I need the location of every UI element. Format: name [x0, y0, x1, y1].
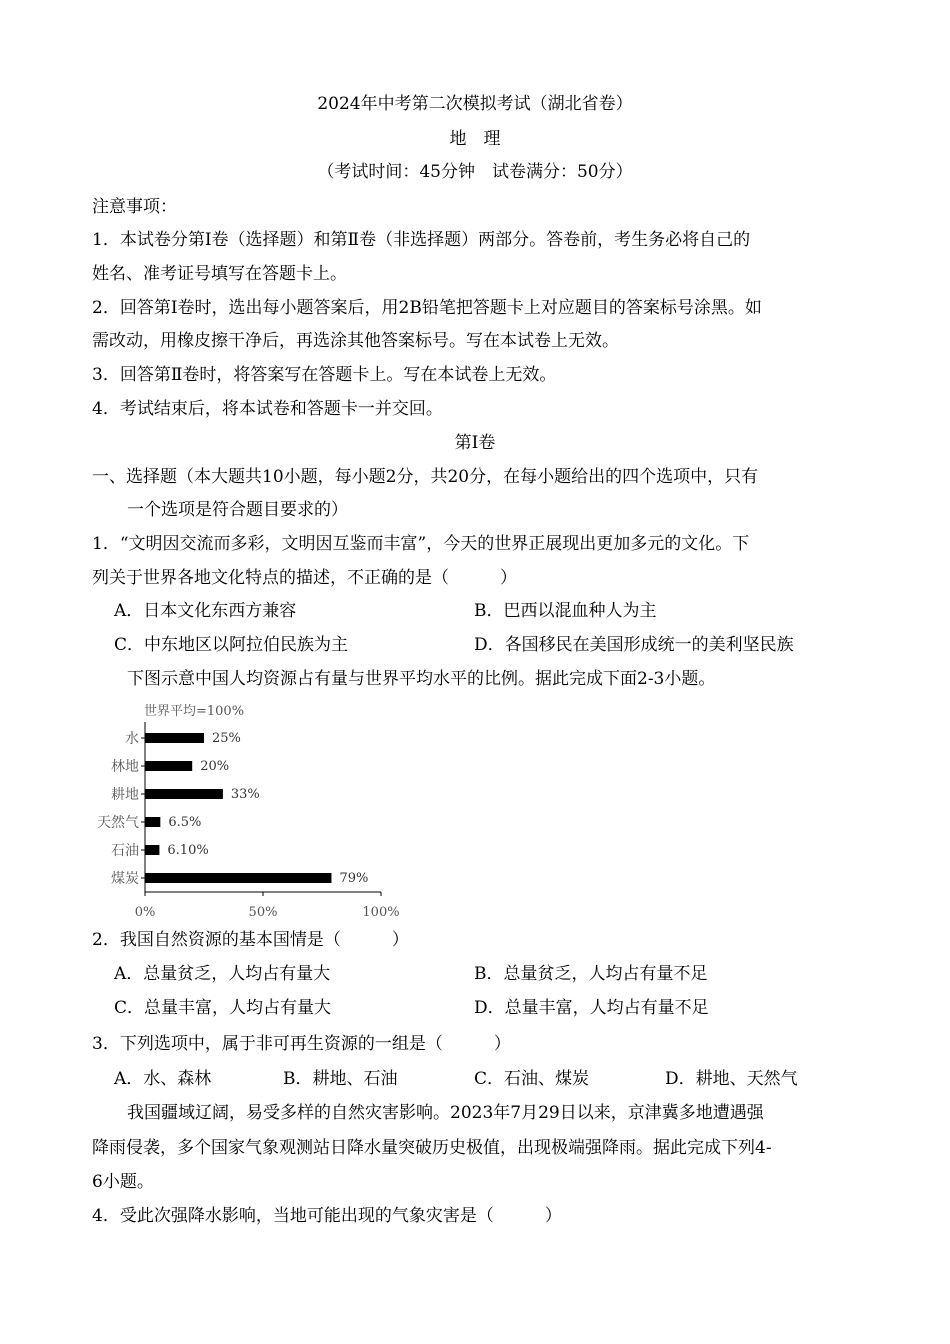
note-line: 1．本试卷分第Ⅰ卷（选择题）和第Ⅱ卷（非选择题）两部分。答卷前，考生务必将自己的: [92, 230, 751, 250]
question-2-option-a: A．总量贫乏，人均占有量大: [114, 964, 331, 984]
intro-questions-4-6-cont: 降雨侵袭，多个国家气象观测站日降水量突破历史极值，出现极端强降雨。据此完成下列4-: [92, 1138, 772, 1158]
part-title: 第Ⅰ卷: [454, 433, 496, 453]
question-1-option-a: A．日本文化东西方兼容: [114, 601, 297, 621]
bar: [145, 789, 223, 799]
question-3-stem: 3．下列选项中，属于非可再生资源的一组是（ ）: [92, 1034, 511, 1054]
category-label: 耕地: [111, 787, 139, 803]
note-line: 3．回答第Ⅱ卷时，将答案写在答题卡上。写在本试卷上无效。: [92, 365, 557, 385]
value-label: 20%: [200, 759, 230, 774]
exam-title: 2024年中考第二次模拟考试（湖北省卷）: [317, 94, 633, 114]
question-3-option-b: B．耕地、石油: [283, 1069, 398, 1089]
intro-questions-2-3: 下图示意中国人均资源占有量与世界平均水平的比例。据此完成下面2-3小题。: [127, 669, 716, 689]
question-1-stem-cont: 列关于世界各地文化特点的描述，不正确的是（ ）: [92, 568, 517, 588]
question-3-option-d: D．耕地、天然气: [665, 1069, 798, 1089]
bar: [145, 817, 160, 827]
question-1-option-c: C．中东地区以阿拉伯民族为主: [114, 635, 349, 655]
category-label: 石油: [111, 843, 139, 859]
exam-info: （考试时间：45分钟 试卷满分：50分）: [317, 162, 633, 182]
question-3-option-c: C．石油、煤炭: [474, 1069, 590, 1089]
question-2-option-d: D．总量丰富，人均占有量不足: [474, 998, 709, 1018]
intro-questions-4-6: 我国疆域辽阔，易受多样的自然灾害影响。2023年7月29日以来，京津冀多地遭遇强: [127, 1103, 764, 1123]
x-tick-label: 50%: [248, 905, 278, 918]
x-tick-label: 100%: [362, 905, 400, 918]
intro-questions-4-6-cont2: 6小题。: [92, 1172, 154, 1192]
note-line: 2．回答第Ⅰ卷时，选出每小题答案后，用2B铅笔把答题卡上对应题目的答案标号涂黑。如: [92, 298, 762, 318]
value-label: 6.10%: [167, 843, 209, 858]
value-label: 6.5%: [168, 815, 202, 830]
value-label: 25%: [212, 731, 241, 746]
note-line: 姓名、准考证号填写在答题卡上。: [92, 264, 347, 284]
category-label: 林地: [111, 759, 139, 775]
bar: [145, 733, 204, 743]
question-1-option-b: B．巴西以混血种人为主: [474, 601, 657, 621]
question-1-stem: 1．“文明因交流而多彩，文明因互鉴而丰富”，今天的世界正展现出更加多元的文化。下: [92, 534, 750, 554]
bar: [145, 761, 192, 771]
question-4-stem: 4．受此次强降水影响，当地可能出现的气象灾害是（ ）: [92, 1206, 562, 1226]
section-instructions-cont: 一个选项是符合题目要求的）: [127, 500, 348, 520]
x-tick-label: 0%: [134, 905, 156, 918]
notes-heading: 注意事项：: [92, 197, 177, 217]
question-2-option-b: B．总量贫乏，人均占有量不足: [474, 964, 708, 984]
section-instructions: 一、选择题（本大题共10小题，每小题2分，共20分，在每小题给出的四个选项中，只有: [92, 467, 759, 487]
category-label: 煤炭: [111, 871, 139, 887]
note-line: 4．考试结束后，将本试卷和答题卡一并交回。: [92, 399, 443, 419]
exam-subject: 地 理: [449, 129, 501, 149]
value-label: 33%: [230, 787, 260, 802]
category-label: 水: [125, 731, 139, 747]
question-2-stem: 2．我国自然资源的基本国情是（ ）: [92, 930, 409, 950]
note-line: 需改动，用橡皮擦干净后，再选涂其他答案标号。写在本试卷上无效。: [92, 331, 619, 351]
bar: [145, 845, 159, 855]
value-label: 79%: [339, 871, 369, 886]
chart-title: 世界平均=100%: [144, 704, 245, 719]
resource-bar-chart: [88, 696, 418, 918]
question-3-option-a: A．水、森林: [114, 1069, 212, 1089]
bar: [145, 873, 331, 883]
question-2-option-c: C．总量丰富，人均占有量大: [114, 998, 332, 1018]
question-1-option-d: D．各国移民在美国形成统一的美利坚民族: [474, 635, 794, 655]
category-label: 天然气: [97, 815, 139, 831]
